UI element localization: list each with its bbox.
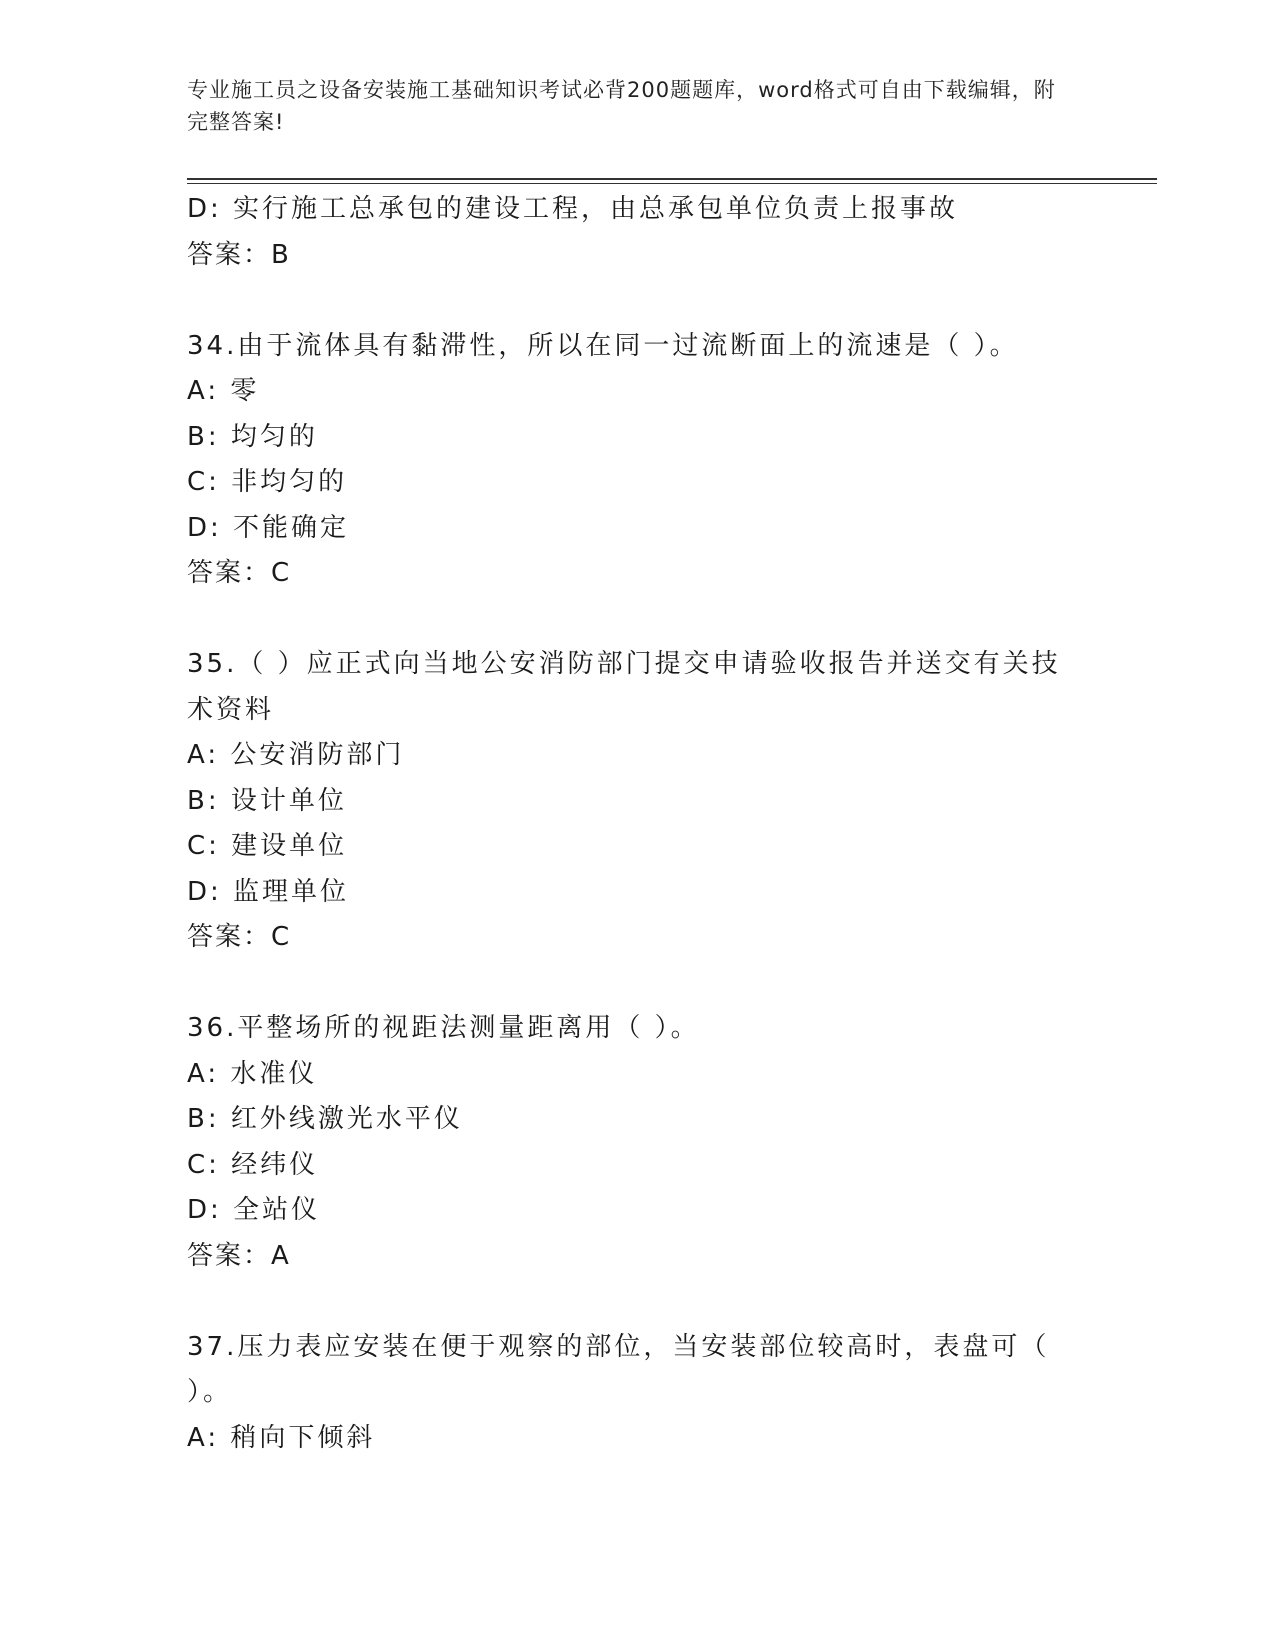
option-a: A: 水准仪 — [187, 1058, 318, 1089]
question-stem-line1: 37.压力表应安装在便于观察的部位，当安装部位较高时，表盘可（ — [187, 1331, 1050, 1362]
q33-option-d: D: 实行施工总承包的建设工程，由总承包单位负责上报事故 — [187, 194, 959, 224]
option-a: A: 公安消防部门 — [187, 740, 405, 770]
document-header: 专业施工员之设备安装施工基础知识考试必背200题题库，word格式可自由下载编辑，附完整答案! — [187, 78, 1056, 134]
option-c: C: 经纬仪 — [187, 1149, 319, 1180]
question-34 — [187, 324, 1087, 597]
answer: 答案：C — [187, 922, 292, 952]
question-stem-line2: ）。 — [187, 1377, 233, 1407]
option-b: B: 均匀的 — [187, 421, 318, 452]
option-a: A: 稍向下倾斜 — [187, 1422, 376, 1453]
question-stem: 34.由于流体具有黏滞性，所以在同一过流断面上的流速是（ ）。 — [187, 330, 1019, 361]
option-d: D: 监理单位 — [187, 876, 350, 907]
question-stem-line1: 35.（ ）应正式向当地公安消防部门提交申请验收报告并送交有关技 — [187, 649, 1061, 679]
option-b: B: 红外线激光水平仪 — [187, 1104, 463, 1134]
option-c: C: 建设单位 — [187, 831, 348, 861]
option-d: D: 不能确定 — [187, 512, 350, 543]
header-divider-thick — [187, 178, 1157, 180]
question-37 — [187, 1325, 1087, 1462]
spacer — [187, 961, 1087, 1007]
spacer — [187, 278, 1087, 324]
option-c: C: 非均匀的 — [187, 467, 348, 497]
option-d: D: 全站仪 — [187, 1195, 321, 1225]
question-stem-line2: 术资料 — [187, 694, 275, 725]
answer: 答案：A — [187, 1240, 291, 1271]
question-35 — [187, 642, 1087, 961]
option-a: A: 零 — [187, 376, 260, 406]
question-stem: 36.平整场所的视距法测量距离用（ ）。 — [187, 1013, 700, 1043]
answer: 答案：C — [187, 558, 292, 588]
q33-answer: 答案：B — [187, 239, 291, 270]
spacer — [187, 597, 1087, 643]
option-b: B: 设计单位 — [187, 785, 347, 816]
question-36 — [187, 1006, 1087, 1279]
spacer — [187, 1279, 1087, 1325]
question-content — [187, 187, 1087, 1461]
header-divider-thin — [187, 183, 1157, 184]
